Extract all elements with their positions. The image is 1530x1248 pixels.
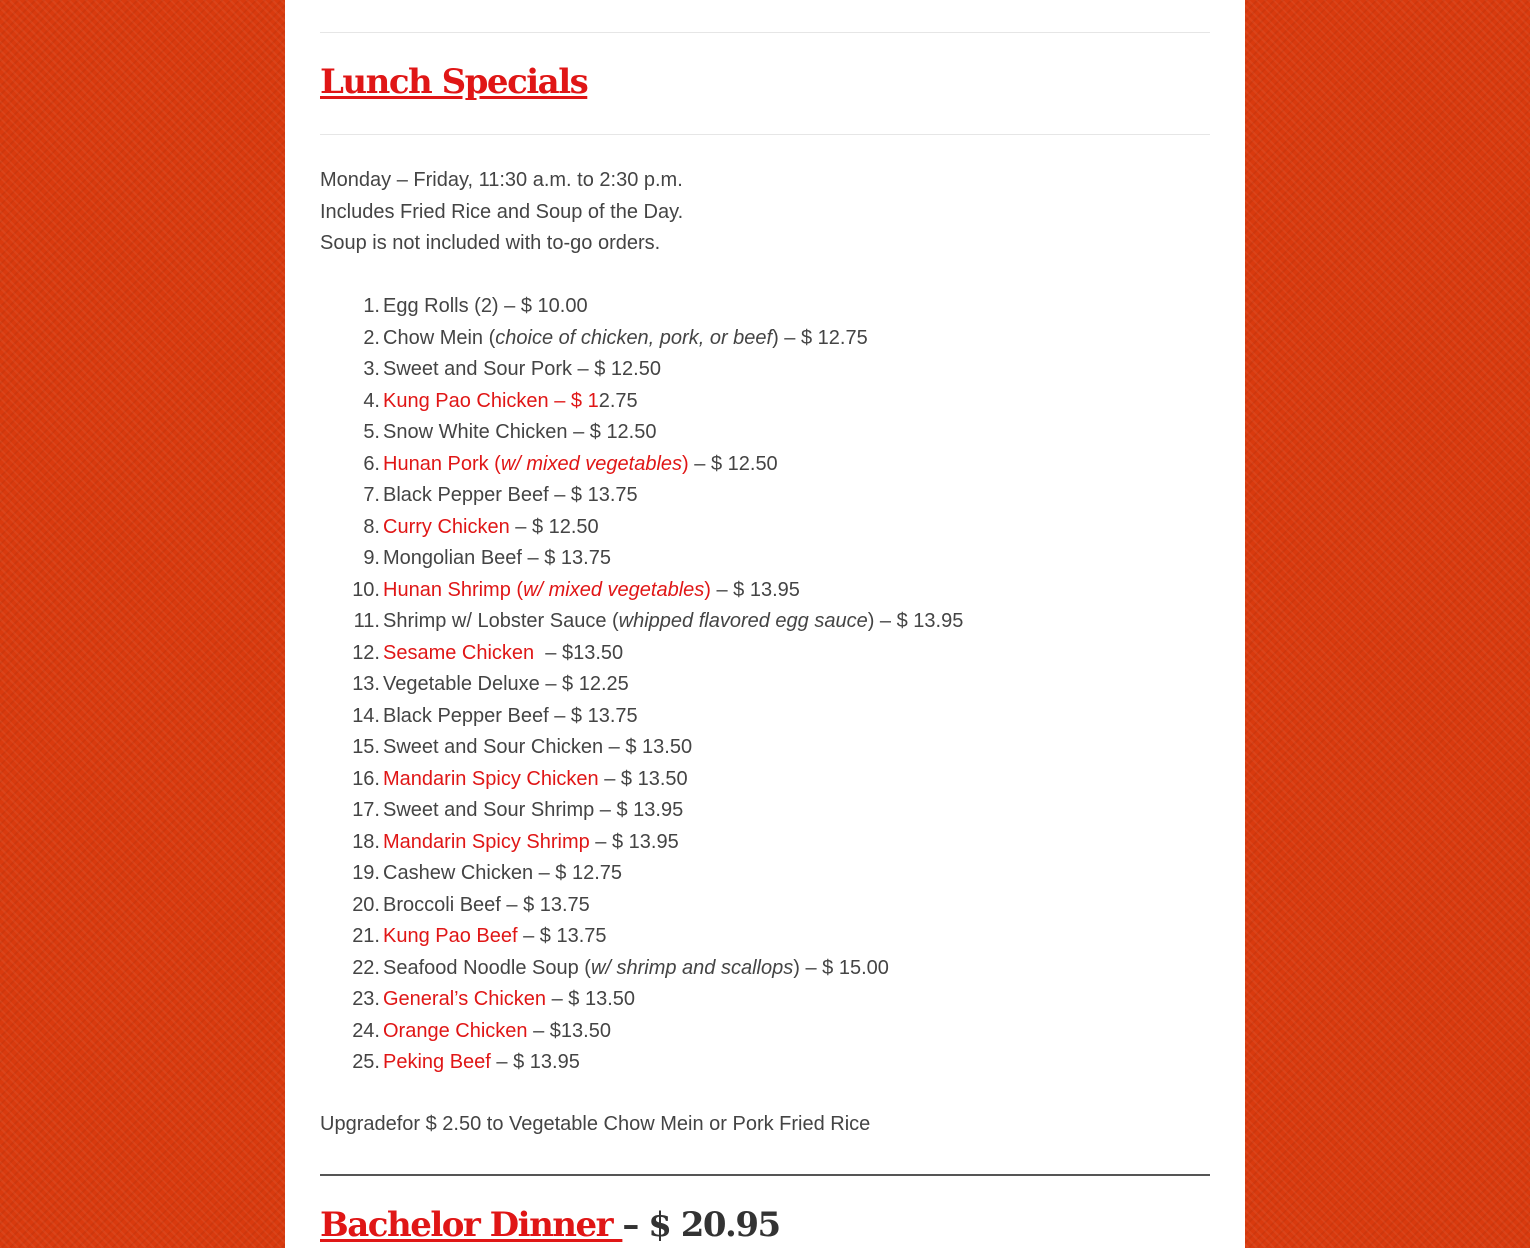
bachelor-dinner-price: – $ 20.95	[622, 1205, 780, 1245]
menu-item-number: 5.	[363, 421, 380, 443]
menu-item	[320, 827, 963, 859]
menu-item-number: 15.	[352, 736, 380, 758]
menu-item-text: – $ 13.50	[546, 988, 636, 1010]
menu-item	[320, 1016, 963, 1048]
menu-item-highlight: w/ mixed vegetables	[500, 452, 683, 475]
menu-item-highlight: )	[682, 452, 689, 475]
menu-item	[320, 701, 963, 733]
menu-item-text: whipped flavored egg sauce	[618, 610, 868, 632]
menu-item-number: 21.	[352, 925, 380, 947]
menu-item	[320, 606, 963, 638]
menu-item-text: Sweet and Sour Chicken – $ 13.50	[383, 736, 693, 758]
menu-item	[320, 291, 963, 323]
menu-item-number: 23.	[352, 988, 380, 1010]
menu-item-number: 4.	[363, 389, 380, 412]
menu-item-highlight: Mandarin Spicy Shrimp	[383, 830, 590, 853]
intro-soup-note: Soup is not included with to-go orders.	[320, 232, 661, 254]
menu-item-number: 17.	[352, 799, 380, 821]
menu-item-highlight: Mandarin Spicy Chicken	[383, 767, 599, 790]
menu-item-text: choice of chicken, pork, or beef	[495, 326, 773, 349]
upgrade-note: Upgradefor $ 2.50 to Vegetable Chow Mein or Pork Fried Rice	[320, 1113, 871, 1135]
intro-hours: Monday – Friday, 11:30 a.m. to 2:30 p.m.	[320, 169, 683, 191]
menu-item-highlight: Orange Chicken	[383, 1019, 528, 1042]
lunch-specials-heading	[320, 62, 587, 102]
menu-item-text: Egg Rolls (2) – $ 10.00	[383, 295, 588, 317]
menu-item-text: ) – $ 15.00	[793, 956, 889, 979]
menu-item-highlight: Curry Chicken	[383, 515, 510, 538]
menu-item-number: 12.	[352, 641, 380, 664]
menu-item-text: ) – $ 13.95	[867, 610, 964, 632]
menu-item-text: Sweet and Sour Shrimp – $ 13.95	[383, 799, 684, 821]
lunch-intro	[320, 165, 683, 260]
menu-item-text: – $13.50	[527, 1019, 611, 1042]
intro-includes: Includes Fried Rice and Soup of the Day.	[320, 200, 684, 223]
menu-item-number: 1.	[363, 295, 380, 317]
menu-item	[320, 449, 963, 481]
menu-item-text: – $ 13.95	[589, 830, 679, 853]
menu-item-number: 24.	[352, 1019, 380, 1042]
menu-item-text: – $ 12.50	[688, 452, 778, 475]
menu-item-text: – $ 13.75	[517, 925, 607, 947]
menu-item-text: Snow White Chicken – $ 12.50	[383, 421, 657, 443]
menu-item-text: Chow Mein (	[383, 326, 496, 349]
menu-item-highlight: w/ mixed vegetables	[523, 578, 705, 601]
menu-item-text: Vegetable Deluxe – $ 12.25	[383, 673, 629, 695]
menu-item-text: Broccoli Beef – $ 13.75	[383, 893, 590, 916]
menu-item	[320, 921, 963, 953]
bachelor-dinner-title-link[interactable]: Bachelor Dinner	[320, 1205, 623, 1245]
menu-item	[320, 890, 963, 922]
menu-item-highlight: Peking Beef	[383, 1051, 491, 1073]
divider-top	[320, 32, 1210, 33]
menu-item	[320, 764, 963, 796]
menu-item-text: – $ 13.95	[710, 578, 800, 601]
menu-item	[320, 323, 963, 355]
menu-item	[320, 386, 963, 418]
menu-item-text: Black Pepper Beef – $ 13.75	[383, 484, 638, 506]
menu-item-highlight: Kung Pao Beef	[383, 925, 518, 947]
menu-item-number: 11.	[353, 610, 380, 632]
menu-item-text: 2.75	[598, 389, 638, 412]
menu-item-text: Black Pepper Beef – $ 13.75	[383, 704, 638, 727]
menu-item	[320, 575, 963, 607]
menu-item-text: – $ 13.50	[598, 767, 688, 790]
lunch-specials-title-link[interactable]: Lunch Specials	[320, 62, 588, 102]
menu-item-number: 19.	[352, 862, 380, 884]
menu-item	[320, 638, 963, 670]
menu-item	[320, 1047, 963, 1079]
menu-item	[320, 354, 963, 386]
menu-item	[320, 795, 963, 827]
menu-item-text: Shrimp w/ Lobster Sauce (	[383, 610, 619, 632]
menu-item	[320, 858, 963, 890]
menu-item-text: Seafood Noodle Soup (	[383, 956, 591, 979]
menu-item-number: 7.	[363, 484, 380, 506]
menu-item-number: 13.	[352, 673, 380, 695]
menu-item-highlight: Hunan Shrimp (	[383, 578, 524, 601]
menu-item-number: 22.	[352, 956, 380, 979]
menu-item	[320, 512, 963, 544]
menu-item-number: 8.	[363, 515, 380, 538]
menu-item-number: 25.	[352, 1051, 380, 1073]
lunch-menu-list	[320, 291, 963, 1079]
menu-item-number: 6.	[363, 452, 380, 475]
menu-item-number: 10.	[352, 578, 380, 601]
menu-item	[320, 984, 963, 1016]
menu-item-highlight: Hunan Pork (	[383, 452, 501, 475]
menu-item-number: 18.	[352, 830, 380, 853]
menu-item-text: ) – $ 12.75	[772, 326, 868, 349]
menu-item-text: – $ 13.95	[490, 1051, 580, 1073]
menu-item-text: w/ shrimp and scallops	[590, 956, 794, 979]
menu-item-text: – $ 12.50	[509, 515, 599, 538]
menu-item	[320, 480, 963, 512]
menu-item-text: Sweet and Sour Pork – $ 12.50	[383, 358, 661, 380]
menu-item-number: 16.	[352, 767, 380, 790]
menu-item-highlight: General’s Chicken	[383, 988, 547, 1010]
menu-item	[320, 543, 963, 575]
menu-item-number: 9.	[363, 547, 380, 569]
menu-item-number: 14.	[352, 704, 380, 727]
menu-item	[320, 417, 963, 449]
page-panel	[285, 0, 1245, 1248]
bachelor-dinner-heading	[320, 1205, 780, 1245]
menu-item	[320, 669, 963, 701]
divider-section	[320, 1174, 1210, 1176]
menu-item-highlight: )	[704, 578, 711, 601]
menu-item-text: Mongolian Beef – $ 13.75	[383, 547, 611, 569]
menu-item-number: 2.	[363, 326, 380, 349]
menu-item-highlight: Kung Pao Chicken – $ 1	[383, 389, 599, 412]
menu-item-number: 20.	[352, 893, 380, 916]
menu-item-text: – $13.50	[534, 641, 624, 664]
menu-item-text: Cashew Chicken – $ 12.75	[383, 862, 623, 884]
menu-item-number: 3.	[363, 358, 380, 380]
menu-item-highlight: Sesame Chicken	[383, 641, 535, 664]
menu-item	[320, 953, 963, 985]
divider-under-heading	[320, 134, 1210, 135]
menu-item	[320, 732, 963, 764]
